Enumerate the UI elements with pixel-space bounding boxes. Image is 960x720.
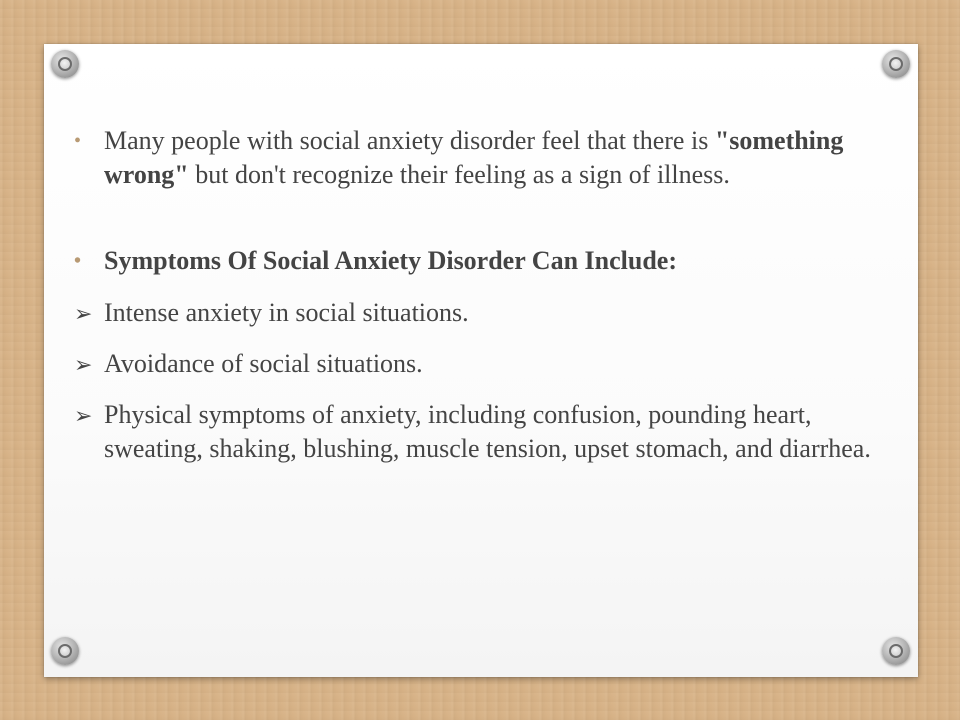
intro-text-end: but don't recognize their feeling as a sign of illness. xyxy=(188,160,730,189)
pushpin-icon xyxy=(51,50,79,78)
slide-content xyxy=(74,124,874,483)
arrowhead-bullet-icon: ➢ xyxy=(74,353,93,378)
symptom-item xyxy=(74,347,874,381)
symptoms-heading xyxy=(74,244,874,278)
symptom-text: Avoidance of social situations. xyxy=(104,349,423,378)
symptom-text: Intense anxiety in social situations. xyxy=(104,298,469,327)
pushpin-icon xyxy=(882,637,910,665)
intro-paragraph xyxy=(74,124,874,192)
intro-text-start: Many people with social anxiety disorder feel that there is xyxy=(104,126,715,155)
symptoms-heading-text: Symptoms Of Social Anxiety Disorder Can Include: xyxy=(104,246,677,275)
symptom-item xyxy=(74,296,874,330)
arrowhead-bullet-icon: ➢ xyxy=(74,404,93,429)
intro-emphasis: "something wrong" xyxy=(104,126,844,189)
pushpin-icon xyxy=(882,50,910,78)
arrowhead-bullet-icon: ➢ xyxy=(74,302,93,327)
round-bullet-icon: • xyxy=(74,130,82,152)
pushpin-icon xyxy=(51,637,79,665)
symptom-text: Physical symptoms of anxiety, including confusion, pounding heart, sweating, shaking, blushing, muscle tension, upset stomach, and diarrhea. xyxy=(104,400,871,463)
symptom-item xyxy=(74,398,874,466)
round-bullet-icon: • xyxy=(74,250,82,272)
